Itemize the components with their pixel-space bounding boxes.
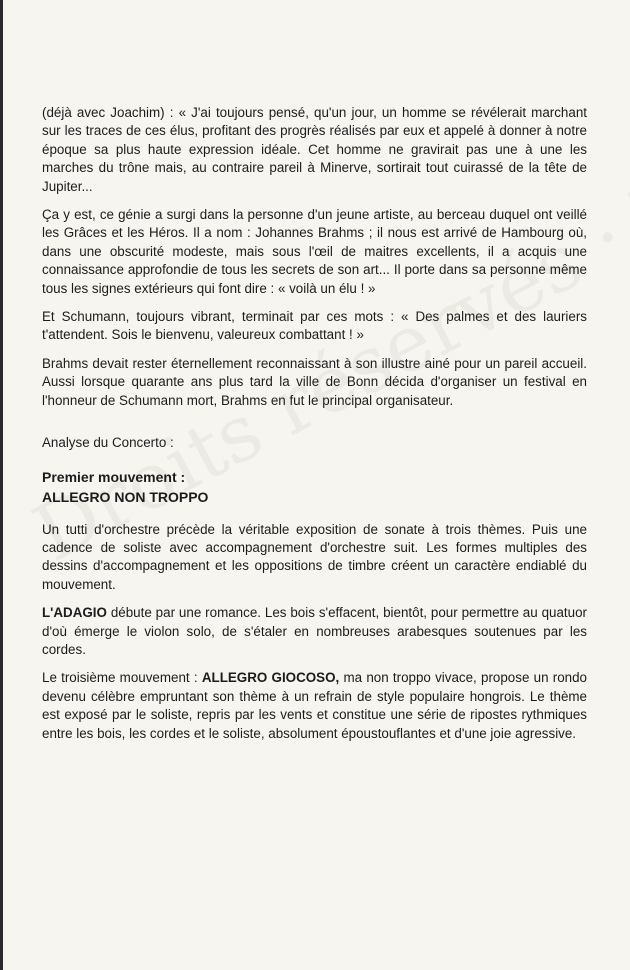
first-movement-title: ALLEGRO NON TROPPO [42,488,209,505]
page-binding-edge [0,0,3,970]
paragraph-first-movement: Un tutti d'orchestre précède la véritable exposition de sonate à trois thèmes. Puis une cadence de soliste avec accompagnement d'orchestre suit. Les formes multiples des dessins d'accompagnement et les oppositions de timbre créent un caractère endiablé du mouvement. [42,521,587,592]
paragraph-schumann-closing: Et Schumann, toujours vibrant, terminait par ces mots : « Des palmes et des lauriers t'attendent. Sois le bienvenu, valeureux combattant ! » [42,309,587,343]
adagio-label: L'ADAGIO [42,605,107,621]
third-movement-intro: Le troisième mouvement : [42,670,202,686]
allegro-giocoso-title: ALLEGRO GIOCOSO, [201,670,340,686]
paragraph-third-movement [42,669,587,743]
paragraph-brahms-genius: Ça y est, ce génie a surgi dans la personne d'un jeune artiste, au berceau duquel ont veillé les Grâces et les Héros. Il a nom : Johannes Brahms ; il nous est arrivé de Hambourg où, dans une obscurité modeste, mais sous l'œil de maitres excellents, il a acquis une connaissance approfondie de tous les secrets de son art... Il porte dans sa personne même tous les signes extérieurs qui font dire : « voilà un élu ! » [42,207,587,296]
paragraph-brahms-gratitude: Brahms devait rester éternellement reconnaissant à son illustre ainé pour un pareil accueil. Aussi lorsque quarante ans plus tard la ville de Bonn décida d'organiser un festival en l'honneur de Schumann mort, Brahms en fut le principal organisateur. [42,355,587,408]
first-movement-heading: Premier mouvement : [42,468,186,485]
document-body [42,104,587,743]
paragraph-schumann-quote: (déjà avec Joachim) : « J'ai toujours pensé, qu'un jour, un homme se révélerait marchant sur les traces de ces élus, profitant des progrès réalisés par eux et appelé à donner à notre époque sa plus haute expression idéale. Cet homme ne gravirait pas une à une les marches du trône mais, au contraire pareil à Minerve, sortirait tout cuirassé de la tête de Jupiter... [42,105,587,194]
analysis-label: Analyse du Concerto : [42,435,174,451]
paragraph-adagio [42,604,587,659]
adagio-text: débute par une romance. Les bois s'effacent, bientôt, pour permettre au quatuor d'où émerge le violon solo, de s'étaler en nombreuses arabesques soutenues par les cordes. [42,605,587,657]
third-movement-text: ma non troppo vivace, propose un rondo devenu célèbre empruntant son thème à un refrain de style populaire hongrois. Le thème est exposé par le soliste, repris par les vents et constitue une série de ripostes rythmiques entre les bois, les cordes et le soliste, absolument époustouflantes et d'une joie agressive. [42,670,588,741]
